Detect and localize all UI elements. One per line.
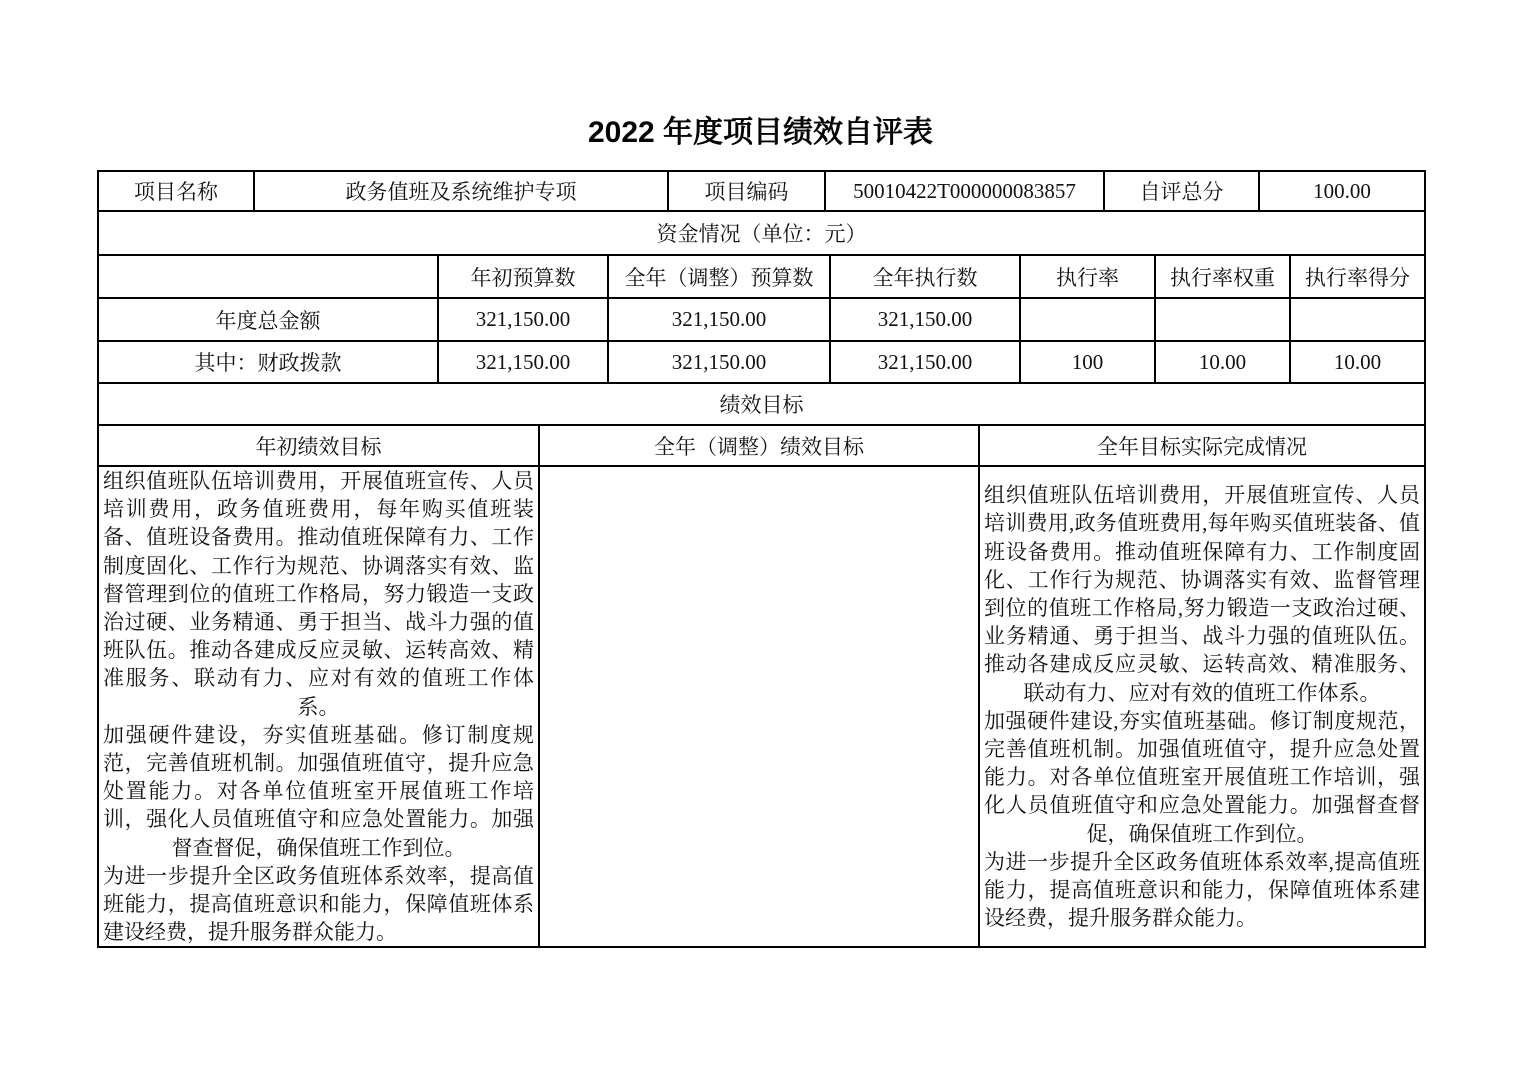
annual-total-exec-rate-score xyxy=(1290,298,1425,341)
funds-row-fiscal-allocation xyxy=(98,341,1425,383)
fiscal-allocation-adjusted-budget: 321,150.00 xyxy=(608,341,830,383)
fiscal-allocation-exec-rate-weight: 10.00 xyxy=(1155,341,1290,383)
funds-header-initial-budget: 年初预算数 xyxy=(438,255,608,298)
fiscal-allocation-exec-rate: 100 xyxy=(1020,341,1155,383)
actual-completion-paragraph: 加强硬件建设,夯实值班基础。修订制度规范，完善值班机制。加强值班值守，提升应急处置能力。对各单位值班室开展值班工作培训，强化人员值班值守和应急处置能力。加强督查督促，确保值班工作到位。 xyxy=(984,708,1421,846)
initial-goal-paragraph: 为进一步提升全区政务值班体系效率，提高值班能力，提高值班意识和能力，保障值班体系建设经费，提升服务群众能力。 xyxy=(103,863,534,945)
self-score-label: 自评总分 xyxy=(1104,171,1259,211)
fiscal-allocation-exec-rate-score: 10.00 xyxy=(1290,341,1425,383)
goals-section-caption: 绩效目标 xyxy=(98,383,1425,425)
funds-caption-row xyxy=(98,211,1425,255)
funds-header-row xyxy=(98,255,1425,298)
project-info-table xyxy=(97,170,1426,212)
funds-header-empty xyxy=(98,255,438,298)
self-evaluation-form xyxy=(97,170,1424,948)
goals-header-actual: 全年目标实际完成情况 xyxy=(979,425,1425,466)
goals-caption-row xyxy=(98,383,1425,425)
goals-header-row xyxy=(98,425,1425,466)
actual-completion-cell xyxy=(979,466,1425,947)
project-code-label: 项目编码 xyxy=(668,171,825,211)
funds-header-exec-rate-weight: 执行率权重 xyxy=(1155,255,1290,298)
fiscal-allocation-initial-budget: 321,150.00 xyxy=(438,341,608,383)
page-title: 2022 年度项目绩效自评表 xyxy=(587,116,934,149)
adjusted-goal-cell xyxy=(539,466,979,947)
self-score-value: 100.00 xyxy=(1259,171,1425,211)
project-code-value: 50010422T000000083857 xyxy=(825,171,1104,211)
funds-table xyxy=(97,210,1426,384)
project-name-value: 政务值班及系统维护专项 xyxy=(254,171,668,211)
funds-header-executed: 全年执行数 xyxy=(830,255,1020,298)
funds-header-exec-rate-score: 执行率得分 xyxy=(1290,255,1425,298)
goals-table xyxy=(97,382,1426,948)
annual-total-exec-rate-weight xyxy=(1155,298,1290,341)
fiscal-allocation-label: 其中：财政拨款 xyxy=(98,341,438,383)
annual-total-exec-rate xyxy=(1020,298,1155,341)
goals-content-row xyxy=(98,466,1425,947)
annual-total-executed: 321,150.00 xyxy=(830,298,1020,341)
initial-goal-paragraph: 加强硬件建设，夯实值班基础。修订制度规范，完善值班机制。加强值班值守，提升应急处置能力。对各单位值班室开展值班工作培训，强化人员值班值守和应急处置能力。加强督查督促，确保值班工作到位。 xyxy=(103,722,534,860)
goals-header-initial: 年初绩效目标 xyxy=(98,425,539,466)
annual-total-label: 年度总金额 xyxy=(98,298,438,341)
actual-completion-paragraph: 为进一步提升全区政务值班体系效率,提高值班能力，提高值班意识和能力，保障值班体系建设经费，提升服务群众能力。 xyxy=(984,849,1421,931)
goals-header-adjusted: 全年（调整）绩效目标 xyxy=(539,425,979,466)
project-info-row xyxy=(98,171,1425,211)
fiscal-allocation-executed: 321,150.00 xyxy=(830,341,1020,383)
funds-header-exec-rate: 执行率 xyxy=(1020,255,1155,298)
funds-row-annual-total xyxy=(98,298,1425,341)
funds-header-adjusted-budget: 全年（调整）预算数 xyxy=(608,255,830,298)
annual-total-adjusted-budget: 321,150.00 xyxy=(608,298,830,341)
actual-completion-paragraph: 组织值班队伍培训费用，开展值班宣传、人员培训费用,政务值班费用,每年购买值班装备、值班设备费用。推动值班保障有力、工作制度固化、工作行为规范、协调落实有效、监督管理到位的值班工作格局,努力锻造一支政治过硬、业务精通、勇于担当、战斗力强的值班队伍。推动各建成反应灵敏、运转高效、精准服务、联动有力、应对有效的值班工作体系。 xyxy=(984,483,1421,705)
initial-goal-cell xyxy=(98,466,539,947)
funds-section-caption: 资金情况（单位：元） xyxy=(98,211,1425,255)
project-name-label: 项目名称 xyxy=(98,171,254,211)
annual-total-initial-budget: 321,150.00 xyxy=(438,298,608,341)
initial-goal-paragraph: 组织值班队伍培训费用，开展值班宣传、人员培训费用，政务值班费用，每年购买值班装备、值班设备费用。推动值班保障有力、工作制度固化、工作行为规范、协调落实有效、监督管理到位的值班工作格局，努力锻造一支政治过硬、业务精通、勇于担当、战斗力强的值班队伍。推动各建成反应灵敏、运转高效、精准服务、联动有力、应对有效的值班工作体系。 xyxy=(103,469,534,719)
